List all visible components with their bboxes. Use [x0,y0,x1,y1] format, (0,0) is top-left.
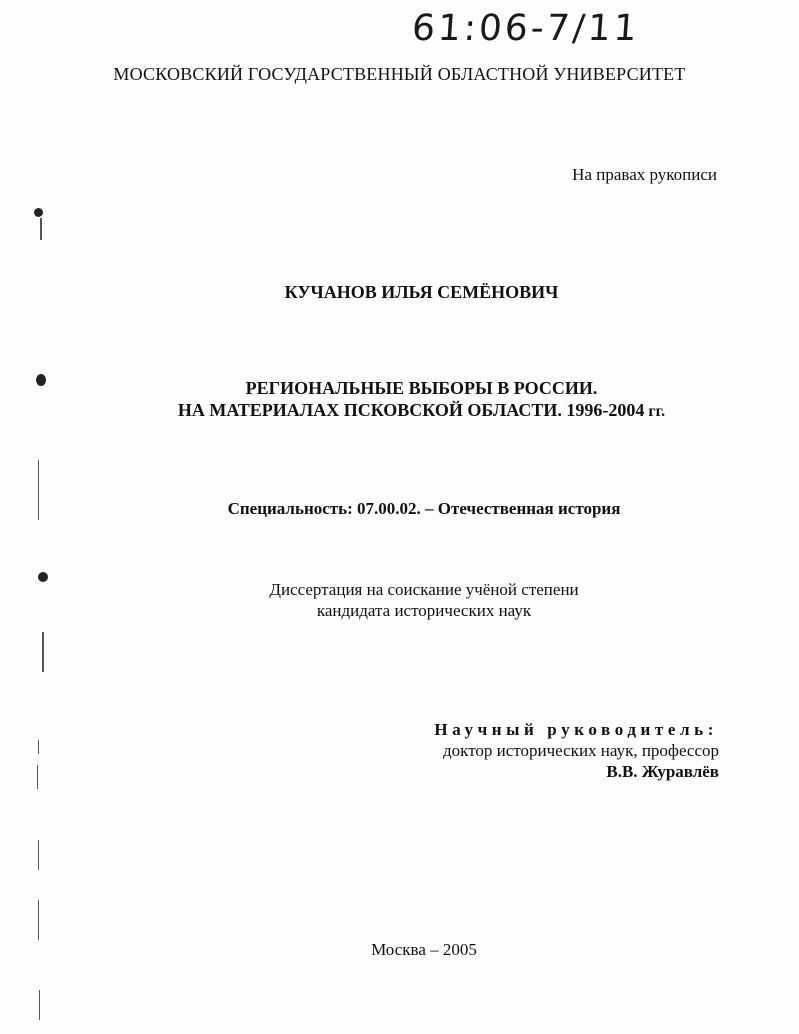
scan-mark [34,208,43,217]
scan-mark [38,900,39,940]
scan-mark [37,765,38,789]
scan-mark [38,840,39,870]
author-name: КУЧАНОВ ИЛЬЯ СЕМЁНОВИЧ [284,282,559,302]
scan-mark [40,218,42,240]
degree-statement-line2: кандидата исторических наук [316,601,532,620]
scan-mark [39,990,40,1020]
specialty: Специальность: 07.00.02. – Отечественная история [227,499,621,518]
archive-number-handwritten: 61:06-7/11 [410,8,642,49]
dissertation-title-line1: РЕГИОНАЛЬНЫЕ ВЫБОРЫ В РОССИИ. [245,378,598,398]
scan-mark [38,740,39,754]
dissertation-title-line2 [0,400,799,421]
advisor-degree: доктор исторических наук, профессор [443,741,719,760]
advisor-label: Научный руководитель: [434,720,718,739]
scan-mark [42,632,44,672]
city-year: Москва – 2005 [371,940,477,959]
title-line2-main: НА МАТЕРИАЛАХ ПСКОВСКОЙ ОБЛАСТИ. 1996-2004 [177,400,645,420]
university-name: МОСКОВСКИЙ ГОСУДАРСТВЕННЫЙ ОБЛАСТНОЙ УНИВЕРСИТЕТ [113,64,686,84]
rights-note: На правах рукописи [572,165,717,184]
advisor-name: В.В. Журавлёв [606,762,719,781]
degree-statement-line1: Диссертация на соискание учёной степени [269,580,579,599]
title-line2-suffix: гг. [644,403,666,420]
